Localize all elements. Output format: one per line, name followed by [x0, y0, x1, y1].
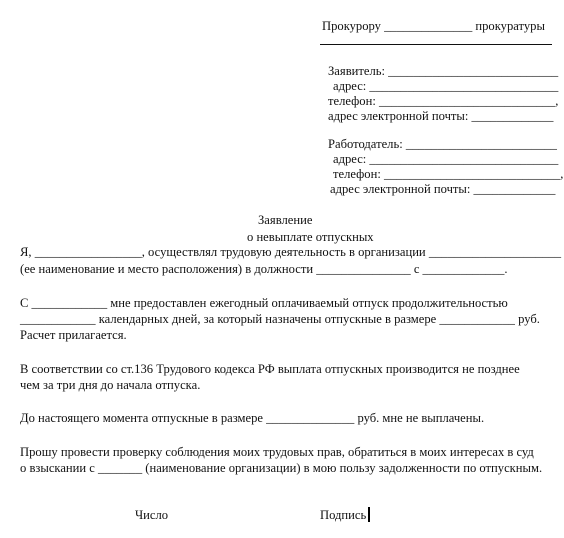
applicant-phone: телефон: ____________________________,: [328, 94, 559, 108]
employer-label: Работодатель: ________________________: [328, 137, 557, 151]
paragraph-5-line-1: Прошу провести проверку соблюдения моих трудовых прав, обратиться в моих интересах в суд: [20, 445, 534, 459]
document-title: Заявление: [258, 213, 313, 227]
paragraph-3-line-1: В соответствии со ст.136 Трудового кодекса РФ выплата отпускных производится не позднее: [20, 362, 520, 376]
employer-phone: телефон: ____________________________,: [333, 167, 564, 181]
date-label: Число: [135, 508, 169, 522]
paragraph-4-line-1: До настоящего момента отпускные в размере ______________ руб. мне не выплачены.: [20, 411, 485, 425]
prosecutor-line: Прокурору ______________ прокуратуры: [322, 19, 545, 33]
applicant-label: Заявитель: ___________________________: [328, 64, 559, 78]
employer-email: адрес электронной почты: _____________: [330, 182, 556, 196]
paragraph-2-line-1: С ____________ мне предоставлен ежегодный оплачиваемый отпуск продолжительностью: [20, 296, 508, 310]
paragraph-1-line-1: Я, _________________, осуществлял трудовую деятельность в организации _____________________: [20, 245, 562, 259]
paragraph-5-line-2: о взыскании с _______ (наименование организации) в мою пользу задолженности по отпускным.: [20, 461, 543, 475]
paragraph-2-line-2: ____________ календарных дней, за который назначены отпускные в размере ____________ руб.: [20, 312, 540, 326]
applicant-email: адрес электронной почты: _____________: [328, 109, 554, 123]
paragraph-1-line-2: (ее наименование и место расположения) в должности _______________ с _____________.: [20, 262, 508, 276]
prosecutor-underline: [320, 44, 552, 45]
paragraph-3-line-2: чем за три дня до начала отпуска.: [20, 378, 201, 392]
applicant-address: адрес: ______________________________: [333, 79, 559, 93]
employer-address: адрес: ______________________________: [333, 152, 559, 166]
text-cursor: [368, 507, 370, 522]
signature-label: Подпись: [320, 508, 367, 522]
document-subtitle: о невыплате отпускных: [247, 230, 374, 244]
paragraph-2-line-3: Расчет прилагается.: [20, 328, 127, 342]
